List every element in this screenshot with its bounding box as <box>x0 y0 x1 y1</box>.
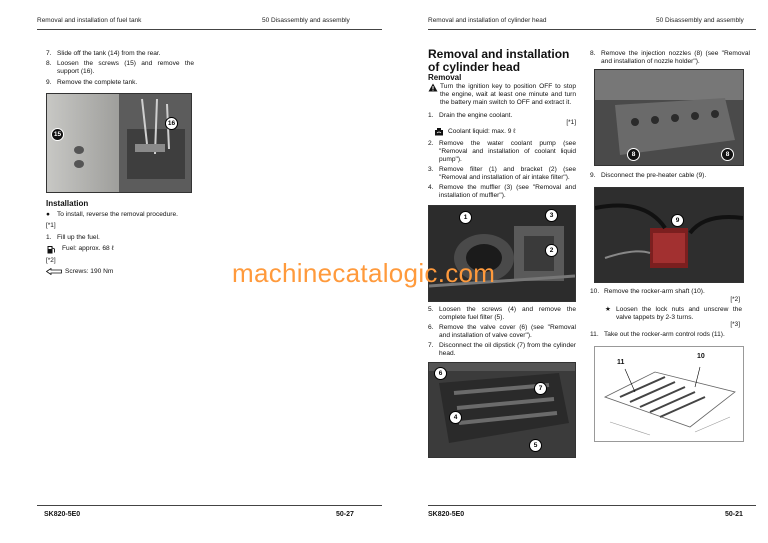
left-header-title: Removal and installation of fuel tank <box>37 17 142 24</box>
callout-4: 4 <box>449 411 462 424</box>
photo-valve-cover <box>428 362 576 458</box>
left-footer-model: SK820-5E0 <box>44 511 81 518</box>
callout-16: 16 <box>165 117 178 130</box>
star-symbol: ★ <box>605 306 611 313</box>
callout-1: 1 <box>459 211 472 224</box>
step-text: Slide off the tank (14) from the rear. <box>57 50 161 57</box>
callout-2: 2 <box>545 244 558 257</box>
step-text: Remove the valve cover (6) (see "Removal and installation of valve cover"). <box>439 324 576 340</box>
step-number: 1. <box>46 234 52 241</box>
callout-8-left: 8 <box>627 148 640 161</box>
step-text: Remove the water coolant pump (see "Removal and installation of coolant liquid pump"). <box>439 140 576 164</box>
fuel-capacity-text: Fuel: approx. 68 ℓ <box>62 245 114 252</box>
step-text: Remove the rocker-arm shaft (10). <box>604 288 705 295</box>
left-header-rule <box>37 29 382 30</box>
screws-torque-text: Screws: 190 Nm <box>65 268 114 275</box>
step-number: 8. <box>590 50 596 57</box>
callout-3: 3 <box>545 209 558 222</box>
right-step-4 <box>428 184 576 201</box>
photo-fuel-tank-support <box>46 93 192 193</box>
bullet-symbol: ● <box>46 211 50 218</box>
right-step-3 <box>428 166 576 183</box>
step-number: 11. <box>590 331 599 338</box>
step-text: Drain the engine coolant. <box>439 112 513 119</box>
right-footer-rule <box>428 505 756 506</box>
photo-fuel-tank-art <box>47 94 191 192</box>
drawing-label-10: 10 <box>697 353 705 360</box>
step-text: Disconnect the pre-heater cable (9). <box>601 172 707 179</box>
step-text: Loosen the screws (15) and remove the support (16). <box>57 60 194 76</box>
step-number: 1. <box>428 112 434 119</box>
step-text: Take out the rocker-arm control rods (11). <box>604 331 725 338</box>
left-step-9 <box>46 79 194 88</box>
callout-6: 6 <box>434 367 447 380</box>
callout-7: 7 <box>534 382 547 395</box>
coolant-can-icon <box>434 127 444 136</box>
step-text: Remove the muffler (3) (see "Removal and installation of muffler"). <box>439 184 576 200</box>
removal-heading: Removal <box>428 73 462 82</box>
callout-15: 15 <box>51 128 64 141</box>
step-text: Remove the injection nozzles (8) (see "Removal and installation of nozzle holder"). <box>601 50 750 66</box>
step-text: Remove the complete tank. <box>57 79 138 86</box>
installation-heading: Installation <box>46 199 89 208</box>
right-step-8 <box>590 50 750 67</box>
fuel-pump-icon <box>47 245 55 254</box>
step-number: 7. <box>46 50 52 57</box>
step-text: Remove filter (1) and bracket (2) (see "Removal and installation of air intake filter"). <box>439 166 576 182</box>
step-number: 2. <box>428 140 434 147</box>
step-text: Disconnect the oil dipstick (7) from the cylinder head. <box>439 342 576 358</box>
ref-tag-1: [*1] <box>46 222 56 229</box>
photo-pre-heater-art <box>595 188 743 282</box>
coolant-text: Coolant liquid: max. 9 ℓ <box>448 128 516 135</box>
photo-injection-nozzles <box>594 69 744 166</box>
right-footer-model: SK820-5E0 <box>428 511 465 518</box>
right-header-title: Removal and installation of cylinder head <box>428 17 547 24</box>
ref-tag-2: [*2] <box>46 257 56 264</box>
step-number: 9. <box>46 79 52 86</box>
right-step-7 <box>428 342 576 359</box>
right-step-6 <box>428 324 576 341</box>
step-number: 9. <box>590 172 596 179</box>
right-ref-tag-1: [*1] <box>566 119 576 126</box>
right-footer-page: 50-21 <box>725 511 743 518</box>
bullet-text: To install, reverse the removal procedure. <box>57 211 178 218</box>
drawing-label-11: 11 <box>617 359 625 366</box>
watermark-text: machinecatalogic.com <box>232 258 496 288</box>
right-header-chapter: 50 Disassembly and assembly <box>656 17 744 24</box>
right-step-9 <box>590 172 750 181</box>
step-text: Fill up the fuel. <box>57 234 100 241</box>
left-footer-rule <box>37 505 382 506</box>
right-ref-tag-3: [*3] <box>730 321 740 328</box>
step-number: 8. <box>46 60 52 67</box>
right-step-2 <box>428 140 576 165</box>
step-number: 3. <box>428 166 434 173</box>
left-step-8 <box>46 60 194 78</box>
left-footer-page: 50-27 <box>336 511 354 518</box>
left-step-7 <box>46 50 194 59</box>
step-number: 4. <box>428 184 434 191</box>
step-number: 6. <box>428 324 434 331</box>
callout-5: 5 <box>529 439 542 452</box>
right-ref-tag-2: [*2] <box>730 296 740 303</box>
warning-text: Turn the ignition key to position OFF to stop the engine, wait at least one minute and turn the battery main switch to OFF and extract it. <box>440 83 576 107</box>
left-install-step-1 <box>46 234 194 243</box>
callout-8-right: 8 <box>721 148 734 161</box>
star-note-text: Loosen the lock nuts and unscrew the valve tappets by 2-3 turns. <box>616 306 742 322</box>
right-step-5 <box>428 306 576 323</box>
drawing-rocker-arm <box>594 346 744 442</box>
step-text: Loosen the screws (4) and remove the complete fuel filter (5). <box>439 306 576 322</box>
right-step-11 <box>590 331 750 340</box>
section-title: Removal and installation of cylinder head <box>428 47 570 74</box>
step-number: 10. <box>590 288 600 295</box>
warning-triangle-icon <box>428 83 438 92</box>
photo-pre-heater-cable <box>594 187 744 283</box>
step-number: 5. <box>428 306 434 313</box>
step-number: 7. <box>428 342 434 349</box>
torque-wrench-icon <box>46 268 62 275</box>
left-header-chapter: 50 Disassembly and assembly <box>262 17 350 24</box>
right-header-rule <box>428 29 756 30</box>
callout-9: 9 <box>671 214 684 227</box>
photo-valve-cover-art <box>429 363 575 457</box>
